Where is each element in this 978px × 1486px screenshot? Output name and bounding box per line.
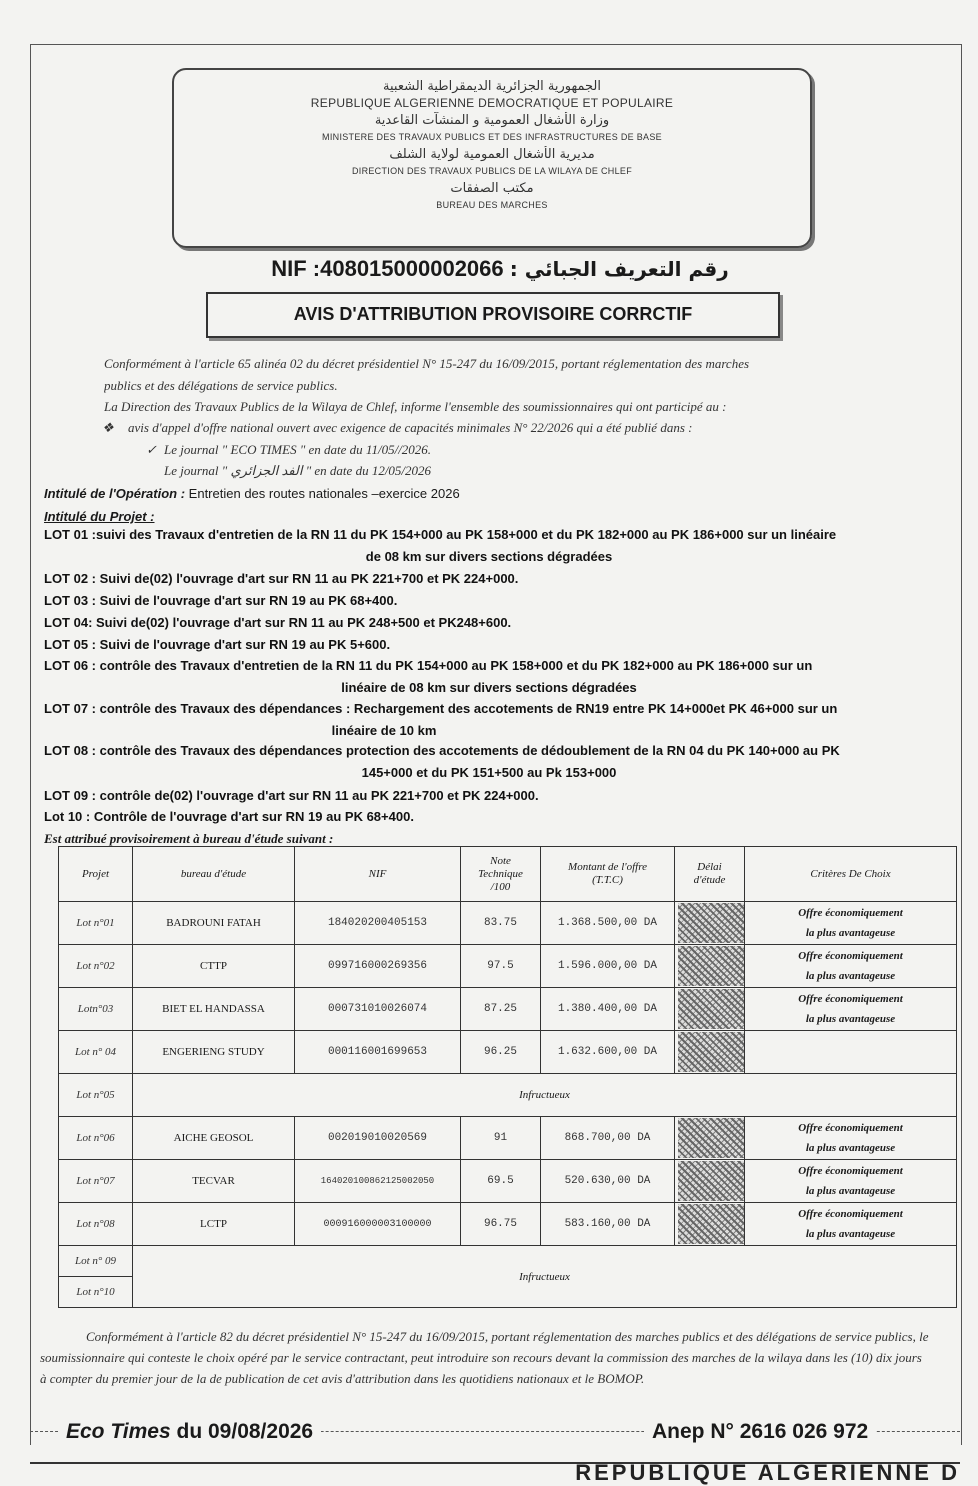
lot-line: LOT 09 : contrôle de(02) l'ouvrage d'art sur RN 11 au PK 221+700 et PK 224+000. [44, 788, 539, 803]
cell-nif: 184020200405153 [295, 902, 461, 945]
intro-line: publics et des délégations de service publics. [104, 378, 338, 393]
header-text: Note [490, 854, 511, 867]
redacted-stamp-icon [678, 989, 745, 1029]
cell-delai [675, 988, 745, 1031]
lot-line: LOT 03 : Suivi de l'ouvrage d'art sur RN 19 au PK 68+400. [44, 593, 398, 608]
lot-line: Lot 10 : Contrôle de l'ouvrage d'art sur RN 19 au PK 68+400. [44, 809, 414, 824]
intro-line: La Direction des Travaux Publics de la Wilaya de Chlef, informe l'ensemble des soumissionnaires qui ont participé au : [104, 399, 727, 414]
projet-label: Intitulé du Projet : [44, 509, 155, 524]
lot-line: LOT 05 : Suivi de l'ouvrage d'art sur RN 19 au PK 5+600. [44, 637, 391, 652]
redacted-stamp-icon [678, 903, 745, 943]
cell-infructueux: Infructueux [133, 1246, 957, 1308]
letterhead-line: الجمهورية الجزائرية الديمقراطية الشعبية [383, 79, 601, 94]
header-text: Technique [478, 867, 523, 880]
redacted-stamp-icon [678, 1204, 745, 1244]
table-header-row [59, 847, 957, 902]
table-row [59, 1160, 957, 1203]
cell-note: 97.5 [461, 945, 541, 988]
critere-text: la plus avantageuse [805, 1142, 896, 1154]
critere-text: Offre économiquement [798, 950, 903, 962]
attribue-line: Est attribué provisoirement à bureau d'étude suivant : [44, 831, 334, 846]
cell-note: 87.25 [461, 988, 541, 1031]
cell-projet: Lot n°06 [59, 1117, 133, 1160]
letterhead-line: وزارة الأشغال العمومية و المنشآت القاعدية [374, 113, 610, 128]
cell-bureau: BIET EL HANDASSA [133, 988, 295, 1031]
next-notice-strip [30, 1462, 960, 1484]
cell-projet: Lot n°10 [59, 1277, 133, 1308]
cell-critere [745, 1203, 957, 1246]
journal-line: Le journal " الفد الجزائري " en date du 12/05/2026 [164, 463, 432, 478]
publication-name: Eco Times [66, 1420, 171, 1443]
next-notice-header: REPUBLIQUE ALGERIENNE D [575, 1460, 960, 1485]
cell-nif: 000916000003100000 [295, 1203, 461, 1246]
cell-delai [675, 1117, 745, 1160]
cell-critere [745, 988, 957, 1031]
table-row [59, 1074, 957, 1117]
lot-line-continued: de 08 km sur divers sections dégradées [365, 549, 613, 564]
cell-nif: 000731010026074 [295, 988, 461, 1031]
cell-projet: Lot n°08 [59, 1203, 133, 1246]
cell-nif: 000116001699653 [295, 1031, 461, 1074]
cell-note: 96.75 [461, 1203, 541, 1246]
table-row [59, 945, 957, 988]
cell-nif: 164020100862125002050 [295, 1160, 461, 1203]
cell-note: 83.75 [461, 902, 541, 945]
publication-date: du 09/08/2026 [176, 1420, 314, 1443]
cell-montant: 868.700,00 DA [541, 1117, 675, 1160]
critere-text: la plus avantageuse [805, 1185, 896, 1197]
footer-paragraph: Conformément à l'article 82 du décret présidentiel N° 15-247 du 16/09/2015, portant réglementation des marches publics et des délégations de service publics, le soumissionnaire qui conteste le choix opéré par le service contractant, peut introduire son recours devant la commission des marches de la wilaya dans les (10) dix jours à compter du premier jour de la de publication de cet avis d'attribution dans les quotidiens nationaux et le BOMOP. [40, 1329, 929, 1386]
lot-line-continued: linéaire de 10 km [331, 723, 437, 738]
cell-montant: 1.632.600,00 DA [541, 1031, 675, 1074]
cell-montant: 1.368.500,00 DA [541, 902, 675, 945]
critere-text: la plus avantageuse [805, 1228, 896, 1240]
table-row [59, 1246, 957, 1277]
cell-delai [675, 1031, 745, 1074]
letterhead [172, 68, 812, 248]
col-header-bureau: bureau d'étude [133, 847, 295, 902]
col-header-note [461, 847, 541, 902]
redacted-stamp-icon [678, 946, 745, 986]
cell-nif: 002019010020569 [295, 1117, 461, 1160]
critere-text: Offre économiquement [798, 907, 903, 919]
header-text: Délai [697, 861, 722, 873]
header-text: (T.T.C) [592, 874, 623, 886]
header-text: d'étude [693, 874, 726, 886]
cell-infructueux: Infructueux [133, 1074, 957, 1117]
col-header-delai [675, 847, 745, 902]
cell-note: 69.5 [461, 1160, 541, 1203]
results-table [58, 846, 957, 1308]
cell-critere [745, 1160, 957, 1203]
letterhead-line: REPUBLIQUE ALGERIENNE DEMOCRATIQUE ET POPULAIRE [310, 96, 674, 110]
operation-line [44, 486, 460, 501]
lot-line: LOT 02 : Suivi de(02) l'ouvrage d'art sur RN 11 au PK 221+700 et PK 224+000. [44, 571, 519, 586]
redacted-stamp-icon [678, 1032, 745, 1072]
intro-line: Conformément à l'article 65 alinéa 02 du décret présidentiel N° 15-247 du 16/09/2015, portant réglementation des marches [104, 356, 750, 371]
nif-number: NIF :408015000002066 [271, 256, 504, 281]
cell-projet: Lot n°02 [59, 945, 133, 988]
header-text: Montant de l'offre [568, 861, 647, 873]
cell-bureau: BADROUNI FATAH [133, 902, 295, 945]
cell-critere [745, 1117, 957, 1160]
col-header-projet: Projet [59, 847, 133, 902]
cell-montant: 583.160,00 DA [541, 1203, 675, 1246]
publication-line [58, 1420, 321, 1444]
cell-montant: 1.596.000,00 DA [541, 945, 675, 988]
bullet-icon: ❖ [102, 420, 114, 435]
table-row [59, 1117, 957, 1160]
cell-projet: Lot n°01 [59, 902, 133, 945]
cell-bureau: AICHE GEOSOL [133, 1117, 295, 1160]
critere-text: Offre économiquement [798, 1208, 903, 1220]
cell-critere [745, 945, 957, 988]
lot-line: LOT 07 : contrôle des Travaux des dépendances : Rechargement des accotements de RN19 entre PK 14+000et PK 46+000 sur un [44, 701, 838, 716]
critere-text: la plus avantageuse [805, 927, 896, 939]
redacted-stamp-icon [678, 1118, 745, 1158]
check-icon: ✓ [146, 442, 157, 457]
cell-bureau: LCTP [133, 1203, 295, 1246]
cell-projet: Lot n°05 [59, 1074, 133, 1117]
table-row [59, 902, 957, 945]
letterhead-line: BUREAU DES MARCHES [436, 200, 548, 210]
header-text: /100 [490, 880, 511, 893]
cell-bureau: TECVAR [133, 1160, 295, 1203]
critere-text: Offre économiquement [798, 1122, 903, 1134]
col-header-criteres: Critères De Choix [745, 847, 957, 902]
cell-note: 91 [461, 1117, 541, 1160]
table-row [59, 988, 957, 1031]
col-header-montant [541, 847, 675, 902]
lot-line: LOT 06 : contrôle des Travaux d'entretien de la RN 11 du PK 154+000 au PK 158+000 et du PK 182+000 au PK 186+000 sur un [44, 658, 813, 673]
nif-arabic-label: : رقم التعريف الجبائي [509, 257, 729, 281]
cell-delai [675, 1160, 745, 1203]
cell-bureau: CTTP [133, 945, 295, 988]
lot-line-continued: linéaire de 08 km sur divers sections dégradées [341, 680, 637, 695]
critere-text: Offre économiquement [798, 1165, 903, 1177]
redacted-stamp-icon [678, 1161, 745, 1201]
intro-bullet: avis d'appel d'offre national ouvert avec exigence de capacités minimales N° 22/2026 qui a été publié dans : [128, 420, 693, 435]
lot-line-continued: 145+000 et du PK 151+500 au Pk 153+000 [361, 765, 617, 780]
letterhead-line: مديرية الأشغال العمومية لولاية الشلف [389, 147, 595, 162]
operation-label: Intitulé de l'Opération : [44, 486, 186, 501]
letterhead-line: DIRECTION DES TRAVAUX PUBLICS DE LA WILAYA DE CHLEF [351, 166, 633, 176]
nif-line [260, 256, 740, 282]
journal-line: Le journal " ECO TIMES " en date du 11/05//2026. [164, 442, 432, 457]
table-row [59, 1031, 957, 1074]
letterhead-line: MINISTERE DES TRAVAUX PUBLICS ET DES INFRASTRUCTURES DE BASE [322, 132, 662, 142]
lot-line: LOT 01 :suivi des Travaux d'entretien de la RN 11 du PK 154+000 au PK 158+000 et du PK 182+000 au PK 186+000 sur un linéaire [44, 527, 837, 542]
anep-number: Anep N° 2616 026 972 [644, 1420, 876, 1444]
cell-projet: Lot n°07 [59, 1160, 133, 1203]
lot-line: LOT 04: Suivi de(02) l'ouvrage d'art sur RN 11 au PK 248+500 et PK248+600. [44, 615, 512, 630]
table-row [59, 1203, 957, 1246]
cell-delai [675, 1203, 745, 1246]
cell-critere [745, 902, 957, 945]
col-header-nif: NIF [295, 847, 461, 902]
cell-projet: Lot n° 04 [59, 1031, 133, 1074]
cell-note: 96.25 [461, 1031, 541, 1074]
cell-bureau: ENGERIENG STUDY [133, 1031, 295, 1074]
cell-delai [675, 902, 745, 945]
critere-text: Offre économiquement [798, 993, 903, 1005]
lot-line: LOT 08 : contrôle des Travaux des dépendances protection des accotements de dédoublement de la RN 04 du PK 140+000 au PK [44, 743, 840, 758]
cell-montant: 1.380.400,00 DA [541, 988, 675, 1031]
cell-projet: Lotn°03 [59, 988, 133, 1031]
document-title: AVIS D'ATTRIBUTION PROVISOIRE CORRCTIF [206, 292, 780, 338]
cell-nif: 099716000269356 [295, 945, 461, 988]
cell-delai [675, 945, 745, 988]
cell-projet: Lot n° 09 [59, 1246, 133, 1277]
cell-critere [745, 1031, 957, 1074]
cell-montant: 520.630,00 DA [541, 1160, 675, 1203]
letterhead-line: مكتب الصفقات [450, 181, 534, 196]
operation-value: Entretien des routes nationales –exercice 2026 [188, 486, 460, 501]
critere-text: la plus avantageuse [805, 1013, 896, 1025]
critere-text: la plus avantageuse [805, 970, 896, 982]
